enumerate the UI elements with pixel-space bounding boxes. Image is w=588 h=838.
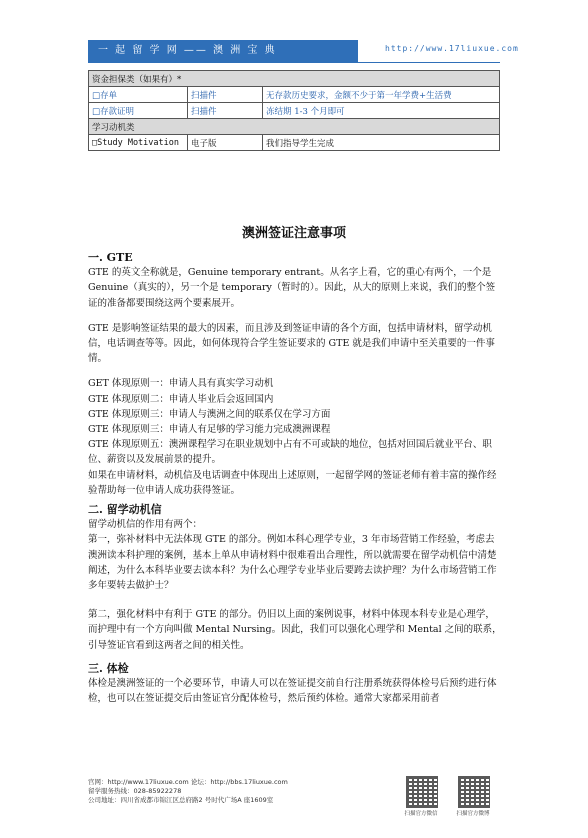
- footer-websites[interactable]: 官网：http://www.17liuxue.com 论坛：http://bbs.17liuxue.com: [88, 778, 288, 786]
- table-cell: 扫描件: [188, 87, 263, 103]
- footer-contact: [88, 778, 288, 805]
- wechat-qr-icon: [406, 776, 438, 808]
- header-site-url[interactable]: http://www.17liuxue.com: [385, 44, 519, 53]
- table-cell: □Study Motivation: [89, 135, 188, 151]
- table-cell: □存单: [89, 87, 188, 103]
- paragraph: 留学动机信的作用有两个：: [88, 519, 203, 531]
- section-heading-motivation: 二. 留学动机信: [88, 503, 162, 517]
- table-section-motivation: 学习动机类: [89, 119, 500, 135]
- header-banner: 一 起 留 学 网 —— 澳 洲 宝 典: [88, 40, 358, 62]
- paragraph: 体检是澳洲签证的一个必要环节，申请人可以在签证提交前自行注册系统获得体检号后预约进行体检，也可以在签证提交后由签证官分配体检号，然后预约体检。通常大家都采用前者: [88, 678, 497, 705]
- paragraph: 第一，弥补材料中无法体现 GTE 的部分。例如本科心理学专业，3 年市场营销工作经验，考虑去澳洲读本科护理的案例，基本上单从申请材料中很难看出合理性，所以就需要在留学动机信中清楚阐述，为什么本科毕业要去读本科？为什么心理学专业毕业后要跨去读护理？为什么市场营销工作多年要转去做护士？: [88, 534, 497, 592]
- document-body: [88, 250, 503, 706]
- table-cell: 我们指导学生完成: [263, 135, 500, 151]
- section-heading-gte: 一. GTE: [88, 251, 133, 264]
- paragraph: 第二，强化材料中有利于 GTE 的部分。仍旧以上面的案例说事，材料中体现本科专业是心理学，而护理中有一个方向叫做 Mental Nursing。因此，我们可以强化心理学和 Mental 之间的联系，引导签证官看到这两者之间的相关性。: [88, 609, 502, 651]
- table-row: [89, 135, 500, 151]
- table-cell: 冻结期 1-3 个月即可: [263, 103, 500, 119]
- table-cell: 电子版: [188, 135, 263, 151]
- principle-item: GTE 体现原则三：申请人有足够的学习能力完成澳洲课程: [88, 424, 331, 436]
- table-cell: □存款证明: [89, 103, 188, 119]
- table-cell: 无存款历史要求，金额不少于第一年学费+生活费: [263, 87, 500, 103]
- principle-item: GET 体现原则一：申请人具有真实学习动机: [88, 378, 274, 390]
- principle-item: GTE 体现原则二：申请人毕业后会返回国内: [88, 393, 274, 405]
- materials-table: [88, 70, 500, 151]
- qr-label: 扫描官方微信: [404, 811, 438, 817]
- weibo-qr-icon: [458, 776, 490, 808]
- page-header: [0, 40, 588, 62]
- footer-address: 公司地址：四川省成都市锦江区总府路2 号时代广场A 座1609室: [88, 796, 274, 804]
- table-cell: 扫描件: [188, 103, 263, 119]
- table-section-funds: 资金担保类（如果有）*: [89, 71, 500, 87]
- page-footer: [88, 778, 500, 828]
- table-row: [89, 87, 500, 103]
- footer-hotline: 留学服务热线：028-85922278: [88, 787, 182, 795]
- document-title: 澳洲签证注意事项: [241, 226, 346, 241]
- qr-label: 扫描官方微博: [456, 811, 490, 817]
- principle-item: GTE 体现原则五：澳洲课程学习在职业规划中占有不可或缺的地位，包括对回国后就业平台、职位、薪资以及发展前景的提升。: [88, 439, 492, 466]
- paragraph: 如果在申请材料，动机信及电话调查中体现出上述原则，一起留学网的签证老师有着丰富的操作经验帮助每一位申请人成功获得签证。: [88, 469, 497, 496]
- section-heading-medical: 三. 体检: [88, 661, 129, 675]
- header-divider: [88, 62, 500, 63]
- paragraph: GTE 的英文全称就是，Genuine temporary entrant。从名字上看，它的重心有两个，一个是 Genuine（真实的），另一个是 temporary（暂时的）。因此，从大的原则上来说，我们的整个签证的准备都要围绕这两个要素展开。: [88, 267, 496, 309]
- table-row: [89, 103, 500, 119]
- principle-item: GTE 体现原则三：申请人与澳洲之间的联系仅在学习方面: [88, 408, 331, 420]
- paragraph: GTE 是影响签证结果的最大的因素，而且涉及到签证申请的各个方面，包括申请材料，留学动机信，电话调查等等。因此，如何体现符合学生签证要求的 GTE 就是我们申请中至关重要的一件事情。: [88, 322, 495, 365]
